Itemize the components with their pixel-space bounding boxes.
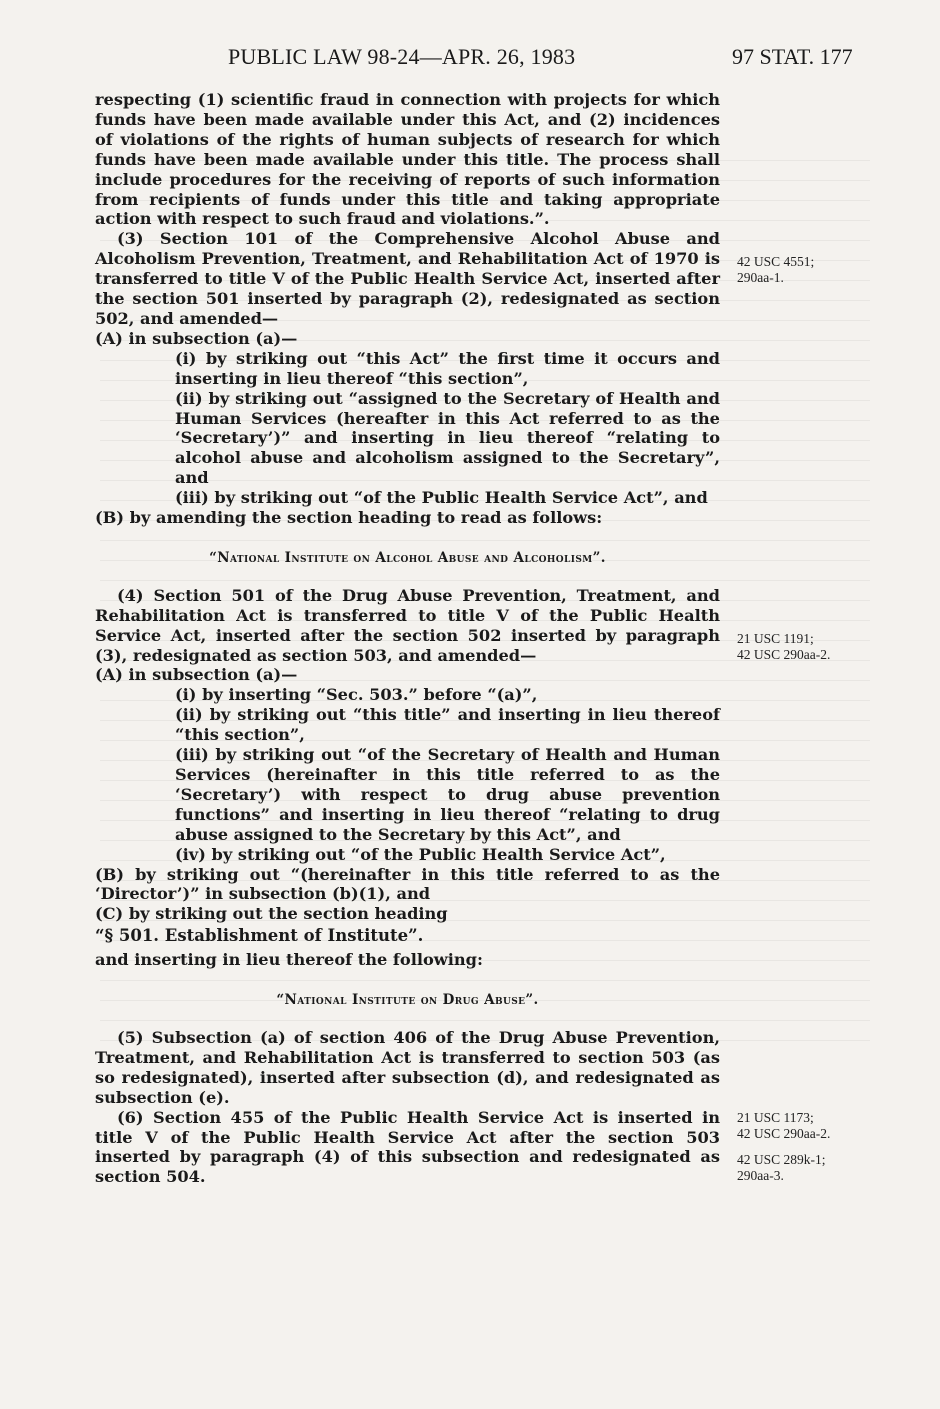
clause-3B: (B) by amending the section heading to read as follows: (95, 508, 603, 528)
clause-4A: (A) in subsection (a)— (95, 665, 298, 685)
law-text-body (95, 90, 720, 1187)
clause-4C: (C) by striking out the section heading (95, 904, 448, 924)
statute-page-number: 97 STAT. 177 (732, 44, 853, 69)
citation-line: 42 USC 289k-1; (737, 1152, 826, 1167)
heading-nida: “National Institute on Drug Abuse”. (276, 992, 539, 1009)
page-header (0, 44, 940, 74)
paragraph-6: (6) Section 455 of the Public Health Service Act is inserted in title V of the Public Health Service Act after the section 503 inserted by paragraph (4) of this subsection and redesignated as section 504. (95, 1107, 720, 1187)
margin-citation-4 (737, 1152, 877, 1184)
clause-3A: (A) in subsection (a)— (95, 328, 298, 348)
citation-line: 21 USC 1173; (737, 1110, 814, 1125)
paragraph-5: (5) Subsection (a) of section 406 of the Drug Abuse Prevention, Treatment, and Rehabilitation Act is transferred to section 503 (as so redesignated), inserted after subsection (d), and redesignated as subsection (e). (95, 1027, 720, 1107)
clause-4B: (B) by striking out “(hereinafter in this title referred to as the ‘Director’)” in subsection (b)(1), and (95, 864, 720, 904)
clause-4-insertion: and inserting in lieu thereof the following: (95, 950, 483, 970)
citation-line: 42 USC 290aa-2. (737, 647, 831, 662)
clause-3A-ii: (ii) by striking out “assigned to the Secretary of Health and Human Services (hereafter in this Act referred to as the ‘Secretary’)” and inserting in lieu thereof “relating to alcohol abuse and alcoholism assigned to the Secretary”, and (175, 388, 720, 488)
paragraph-continued: respecting (1) scientific fraud in connection with projects for which funds have been made available under this Act, and (2) incidences of violations of the rights of human subjects of research for which funds have been made available under this title. The process shall include procedures for the receiving of reports of such information from recipients of funds under this title and taking appropriate action with respect to such fraud and violations.”. (95, 90, 720, 229)
section-501-heading: “§ 501. Establishment of Institute”. (95, 926, 424, 946)
clause-4A-ii: (ii) by striking out “this title” and inserting in lieu thereof “this section”, (175, 705, 720, 745)
citation-line: 290aa-3. (737, 1168, 784, 1183)
citation-line: 42 USC 4551; (737, 254, 815, 269)
citation-line: 42 USC 290aa-2. (737, 1126, 831, 1141)
margin-citation-1 (737, 254, 877, 286)
heading-niaaa: “National Institute on Alcohol Abuse and Alcoholism”. (209, 549, 606, 566)
clause-4A-i: (i) by inserting “Sec. 503.” before “(a)”, (175, 685, 538, 705)
margin-citation-2 (737, 631, 877, 663)
margin-citation-3 (737, 1110, 877, 1142)
clause-3A-i: (i) by striking out “this Act” the first time it occurs and inserting in lieu thereof “this section”, (175, 348, 720, 388)
clause-4A-iii: (iii) by striking out “of the Secretary of Health and Human Services (hereinafter in this title referred to as the ‘Secretary’) with respect to drug abuse prevention functions” and inserting in lieu thereof “relating to drug abuse assigned to the Secretary by this Act”, and (175, 745, 720, 844)
page-title: PUBLIC LAW 98-24—APR. 26, 1983 (228, 44, 576, 69)
paragraph-4: (4) Section 501 of the Drug Abuse Prevention, Treatment, and Rehabilitation Act is transferred to title V of the Public Health Service Act, inserted after the section 502 inserted by paragraph (3), redesignated as section 503, and amended— (95, 585, 720, 665)
citation-line: 290aa-1. (737, 270, 784, 285)
clause-3A-iii: (iii) by striking out “of the Public Health Service Act”, and (175, 488, 708, 508)
citation-line: 21 USC 1191; (737, 631, 814, 646)
paragraph-3: (3) Section 101 of the Comprehensive Alcohol Abuse and Alcoholism Prevention, Treatment, and Rehabilitation Act of 1970 is transferred to title V of the Public Health Service Act, inserted after the section 501 inserted by paragraph (2), redesignated as section 502, and amended— (95, 229, 720, 328)
clause-4A-iv: (iv) by striking out “of the Public Health Service Act”, (175, 844, 666, 864)
